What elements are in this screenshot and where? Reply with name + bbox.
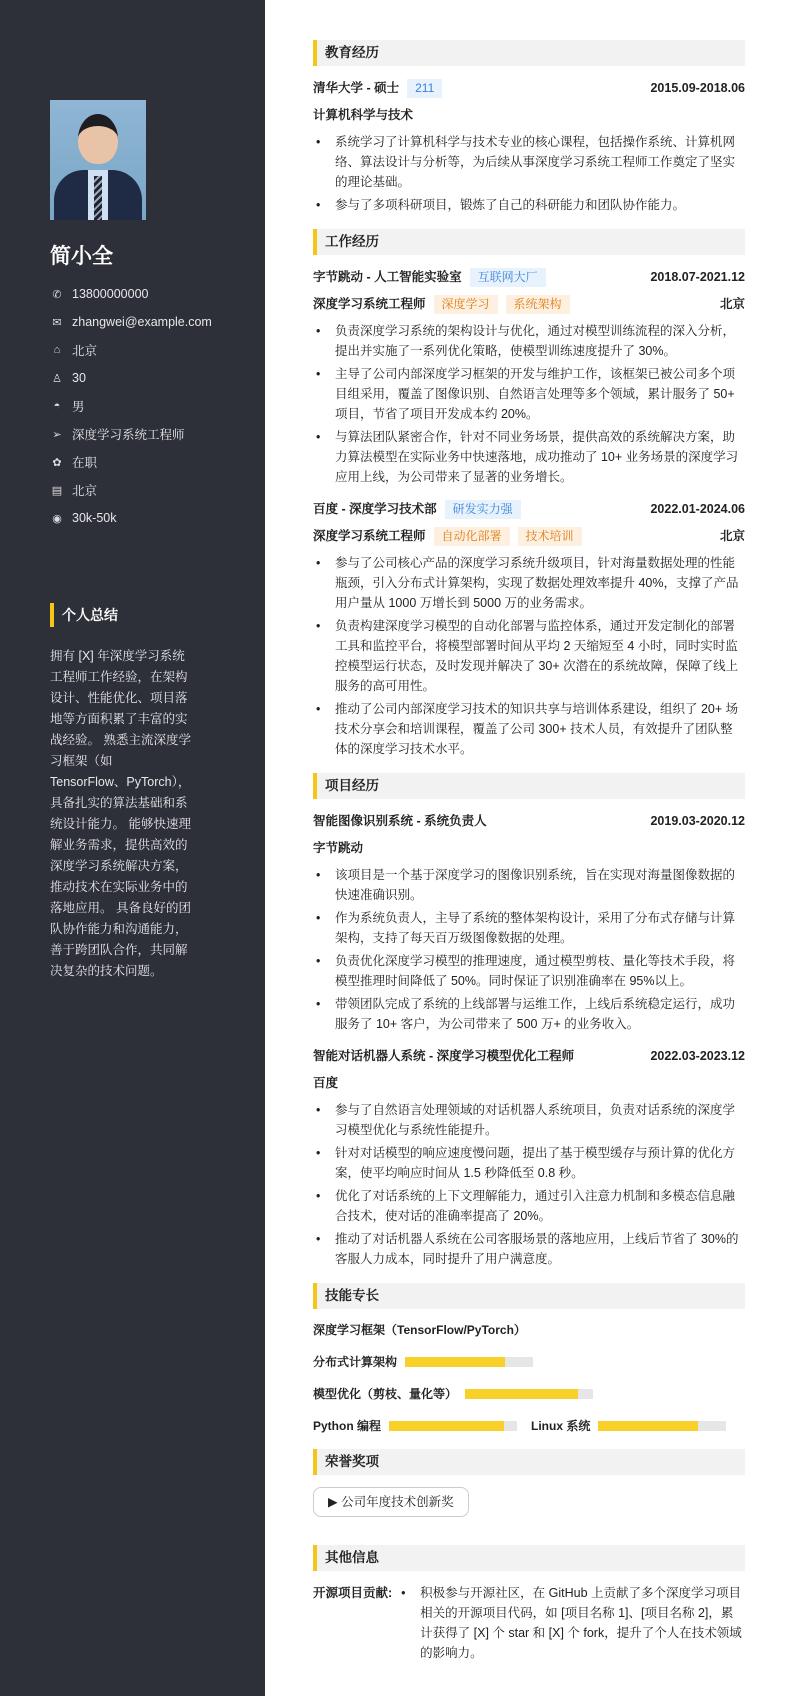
contact-item xyxy=(50,448,212,476)
mail-icon: ✉ xyxy=(52,316,62,329)
skill-name: 深度学习框架（TensorFlow/PyTorch） xyxy=(313,1323,526,1337)
entry-row xyxy=(313,1073,745,1093)
section-projects xyxy=(313,773,745,1269)
bullet-item: • 负责优化深度学习模型的推理速度，通过模型剪枝、量化等技术手段，将模型推理时间降低了 50%。同时保证了识别准确率在 95%以上。 xyxy=(313,951,745,991)
entry-date: 2018.07-2021.12 xyxy=(650,270,745,284)
other-item xyxy=(313,1583,745,1678)
other-text: • 积极参与开源社区，在 GitHub 上贡献了多个深度学习项目相关的开源项目代码，如 [项目名称 1]、[项目名称 2]，累计获得了 [X] 个 star 和 [X] 个 fork，提升了个人在技术领域的影响力。 xyxy=(398,1583,745,1663)
contact-item xyxy=(50,420,212,448)
section-other xyxy=(313,1545,745,1678)
project-org: 百度 xyxy=(313,1076,339,1090)
entry-row xyxy=(313,294,745,314)
gender-icon: ◓ xyxy=(53,400,61,412)
contact-text: 深度学习系统工程师 xyxy=(72,428,185,442)
skill-name: 模型优化（剪枝、量化等） xyxy=(313,1387,458,1401)
entry-date: 2022.03-2023.12 xyxy=(650,1049,745,1063)
skill-item xyxy=(313,1385,593,1403)
skill-tag: 技术培训 xyxy=(518,527,582,546)
job-role: 深度学习系统工程师 xyxy=(313,529,426,543)
company-tag: 研发实力强 xyxy=(445,500,521,519)
entry-row xyxy=(313,78,745,98)
candidate-name: 简小全 xyxy=(50,245,113,268)
entry-date: 2015.09-2018.06 xyxy=(650,81,745,95)
section-skills xyxy=(313,1283,745,1435)
skill-level-fill xyxy=(598,1421,698,1431)
entry-row xyxy=(313,105,745,125)
salary-icon: ◉ xyxy=(52,512,62,525)
skill-level-bar xyxy=(465,1389,593,1399)
job-role: 深度学习系统工程师 xyxy=(313,297,426,311)
project-name: 智能对话机器人系统 - 深度学习模型优化工程师 xyxy=(313,1049,575,1063)
bullet-item: • 该项目是一个基于深度学习的图像识别系统，旨在实现对海量图像数据的快速准确识别。 xyxy=(313,865,745,905)
entry-left xyxy=(313,526,582,546)
bullet-item: • 负责深度学习系统的架构设计与优化，通过对模型训练流程的深入分析，提出并实施了一系列优化策略，使模型训练速度提升了 30%。 xyxy=(313,321,745,361)
entry-left xyxy=(313,499,521,519)
entry-left xyxy=(313,105,413,125)
send-icon: ➢ xyxy=(52,428,62,441)
sidebar xyxy=(0,0,265,1696)
contact-item xyxy=(50,308,212,336)
entry-row xyxy=(313,811,745,831)
skill-level-fill xyxy=(389,1421,504,1431)
award-name: 公司年度技术创新奖 xyxy=(341,1495,454,1509)
other-list xyxy=(398,1583,745,1666)
bullet-item: • 参与了多项科研项目，锻炼了自己的科研能力和团队协作能力。 xyxy=(313,195,745,215)
bullet-item: • 优化了对话系统的上下文理解能力，通过引入注意力机制和多模态信息融合技术，使对话的准确率提高了 20%。 xyxy=(313,1186,745,1226)
section-heading: 其他信息 xyxy=(313,1545,745,1571)
section-honors xyxy=(313,1449,745,1531)
contact-item xyxy=(50,504,212,532)
contact-item xyxy=(50,280,212,308)
section-heading: 技能专长 xyxy=(313,1283,745,1309)
entry-row xyxy=(313,1046,745,1066)
contact-text: 男 xyxy=(72,400,85,414)
section-heading: 荣誉奖项 xyxy=(313,1449,745,1475)
summary-heading: 个人总结 xyxy=(50,603,118,627)
entry-left xyxy=(313,294,570,314)
contact-text: 30k-50k xyxy=(72,511,117,525)
main-content xyxy=(313,40,745,1692)
bullet-list xyxy=(313,132,745,215)
home-icon: ⌂ xyxy=(53,344,61,356)
skill-level-bar xyxy=(389,1421,517,1431)
skill-item xyxy=(313,1321,526,1339)
bullet-item: • 推动了对话机器人系统在公司客服场景的落地应用，上线后节省了 30%的客服人力成本，同时提升了用户满意度。 xyxy=(313,1229,745,1269)
project-name: 智能图像识别系统 - 系统负责人 xyxy=(313,814,487,828)
bullet-list xyxy=(313,1100,745,1269)
section-heading: 教育经历 xyxy=(313,40,745,66)
section-work xyxy=(313,229,745,759)
bullet-item: • 与算法团队紧密合作，针对不同业务场景，提供高效的系统解决方案，助力算法模型在实际业务中快速落地，成功推动了 10+ 业务场景的深度学习应用上线，为公司带来了显著的业务增长。 xyxy=(313,427,745,487)
entry-left xyxy=(313,1073,338,1093)
bullet-list xyxy=(313,865,745,1034)
contact-text: zhangwei@example.com xyxy=(72,315,212,329)
job-city: 北京 xyxy=(719,297,745,311)
major: 计算机科学与技术 xyxy=(313,108,414,122)
skill-tag: 深度学习 xyxy=(434,295,498,314)
entry-row xyxy=(313,267,745,287)
entry-left xyxy=(313,1046,574,1066)
entry-left xyxy=(313,78,442,98)
award-item[interactable] xyxy=(313,1487,469,1517)
entry-left xyxy=(313,267,546,287)
company-tag: 互联网大厂 xyxy=(470,268,546,287)
skill-item xyxy=(313,1417,517,1435)
contact-item xyxy=(50,476,212,504)
contact-text: 在职 xyxy=(72,456,98,470)
contact-item xyxy=(50,364,212,392)
entry-left xyxy=(313,838,363,858)
entry-date: 2019.03-2020.12 xyxy=(650,814,745,828)
contact-text: 北京 xyxy=(72,484,98,498)
contact-list xyxy=(50,280,212,532)
bullet-item: • 推动了公司内部深度学习技术的知识共享与培训体系建设，组织了 20+ 场技术分享会和培训课程，覆盖了公司 300+ 技术人员，有效提升了团队整体的深度学习技术水平。 xyxy=(313,699,745,759)
contact-item xyxy=(50,392,212,420)
skill-level-bar xyxy=(598,1421,726,1431)
skill-item xyxy=(313,1353,533,1371)
entry-row xyxy=(313,838,745,858)
bullet-item: • 作为系统负责人，主导了系统的整体架构设计，采用了分布式存储与计算架构，支持了每天百万级图像数据的处理。 xyxy=(313,908,745,948)
skill-level-bar xyxy=(405,1357,533,1367)
status-icon: ✿ xyxy=(52,456,62,469)
contact-item xyxy=(50,336,212,364)
contact-text: 30 xyxy=(72,371,86,385)
skill-name: 分布式计算架构 xyxy=(313,1355,398,1369)
contact-text: 13800000000 xyxy=(72,287,149,301)
school-tag: 211 xyxy=(407,79,442,98)
bullet-list xyxy=(313,553,745,759)
company-name: 百度 - 深度学习技术部 xyxy=(313,502,437,516)
bullet-item: • 主导了公司内部深度学习框架的开发与维护工作，该框架已被公司多个项目组采用，覆盖了图像识别、自然语言处理等多个领域，累计服务了 50+ 项目，节省了项目开发成本约 20%。 xyxy=(313,364,745,424)
phone-icon: ✆ xyxy=(52,288,62,301)
bullet-item: • 系统学习了计算机科学与技术专业的核心课程，包括操作系统、计算机网络、算法设计与分析等，为后续从事深度学习系统工程师工作奠定了坚实的理论基础。 xyxy=(313,132,745,192)
entry-left xyxy=(313,811,487,831)
section-education xyxy=(313,40,745,215)
skill-level-fill xyxy=(405,1357,505,1367)
building-icon: ▤ xyxy=(51,484,63,497)
bullet-item: • 参与了自然语言处理领域的对话机器人系统项目，负责对话系统的深度学习模型优化与系统性能提升。 xyxy=(313,1100,745,1140)
project-org: 字节跳动 xyxy=(313,841,364,855)
company-name: 字节跳动 - 人工智能实验室 xyxy=(313,270,462,284)
entry-row xyxy=(313,526,745,546)
skill-name: Linux 系统 xyxy=(531,1419,591,1433)
avatar xyxy=(50,100,146,220)
bullet-item: • 针对对话模型的响应速度慢问题，提出了基于模型缓存与预计算的优化方案，使平均响应时间从 1.5 秒降低至 0.8 秒。 xyxy=(313,1143,745,1183)
skill-tag: 自动化部署 xyxy=(434,527,510,546)
skill-item xyxy=(531,1417,726,1435)
skill-tag: 系统架构 xyxy=(506,295,570,314)
skill-name: Python 编程 xyxy=(313,1419,381,1433)
school-name: 清华大学 - 硕士 xyxy=(313,81,400,95)
entry-date: 2022.01-2024.06 xyxy=(650,502,745,516)
section-heading: 工作经历 xyxy=(313,229,745,255)
play-icon: ▶ xyxy=(328,1495,342,1509)
bullet-item: • 负责构建深度学习模型的自动化部署与监控体系，通过开发定制化的部署工具和监控平台，将模型部署时间从平均 2 天缩短至 4 小时，同时实时监控模型运行状态，及时发现并解决了 30+ 次潜在的系统故障，保障了线上服务的高可用性。 xyxy=(313,616,745,696)
other-label: 开源项目贡献: xyxy=(313,1586,393,1600)
skill-level-fill xyxy=(465,1389,578,1399)
bullet-item: • 带领团队完成了系统的上线部署与运维工作，上线后系统稳定运行，成功服务了 10+ 客户，为公司带来了 500 万+ 的业务收入。 xyxy=(313,994,745,1034)
job-city: 北京 xyxy=(719,529,745,543)
entry-row xyxy=(313,499,745,519)
age-icon: ♙ xyxy=(52,372,62,385)
bullet-item: • 参与了公司核心产品的深度学习系统升级项目，针对海量数据处理的性能瓶颈，引入分布式计算架构，实现了数据处理效率提升 40%，支撑了产品用户量从 1000 万增长到 5000 万的业务需求。 xyxy=(313,553,745,613)
summary-text: 拥有 [X] 年深度学习系统工程师工作经验，在架构设计、性能优化、项目落地等方面积累了丰富的实战经验。 熟悉主流深度学习框架（如 TensorFlow、PyTorch），具备扎实的算法基础和系统设计能力。 能够快速理解业务需求，提供高效的深度学习系统解决方案，推动技术在实际业务中的落地应用。 具备良好的团队协作能力和沟通能力，善于跨团队合作，共同解决复杂的技术问题。 xyxy=(50,649,191,978)
skill-list xyxy=(313,1321,745,1435)
section-heading: 项目经历 xyxy=(313,773,745,799)
bullet-list xyxy=(313,321,745,487)
contact-text: 北京 xyxy=(72,344,98,358)
